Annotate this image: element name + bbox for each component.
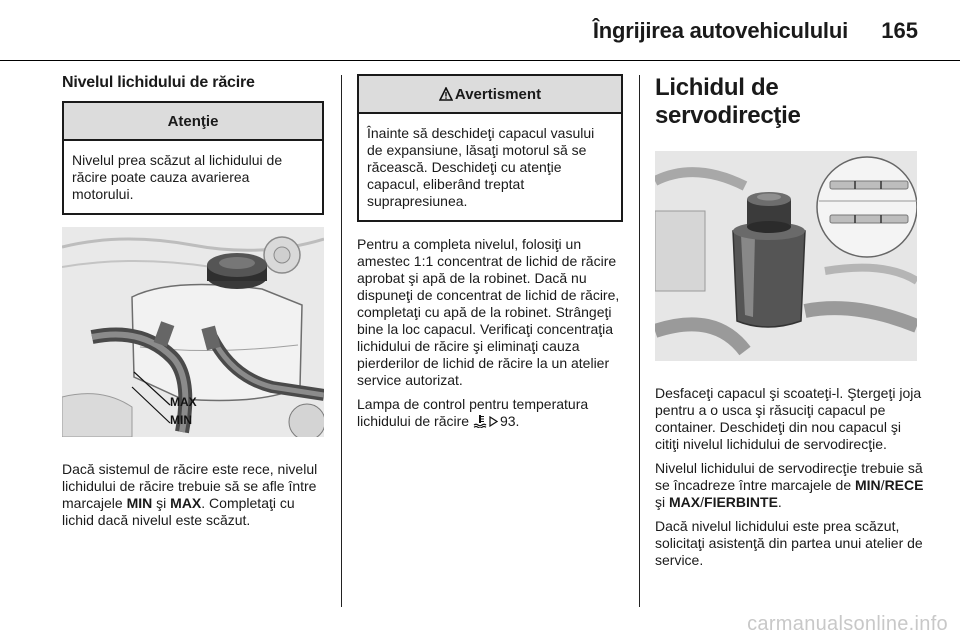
min-mark: MIN (126, 495, 153, 511)
section-title-coolant: Nivelul lichidului de răcire (62, 74, 255, 91)
mark-fierbinte: FIERBINTE (704, 494, 778, 510)
coolant-level-paragraph: Dacă sistemul de răcire este rece, nivelul lichidului de răcire trebuie să se afle între marcajele MIN şi MAX. Completaţi cu lichid dacă nivelul este scăzut. (62, 461, 318, 528)
column-3 (655, 74, 925, 576)
page-number: 165 (881, 18, 918, 43)
caution-title: Atenţie (64, 103, 322, 141)
max-mark: MAX (170, 495, 202, 511)
header-title: Îngrijirea autovehiculului (592, 18, 848, 43)
coolant-reservoir-illustration (62, 227, 324, 437)
page-reference-icon (489, 416, 498, 427)
column-2 (357, 74, 623, 437)
warning-title-row (359, 76, 621, 114)
power-steering-paragraph-3: Dacă nivelul lichidului este prea scăzut, solicitaţi asistenţă din partea unui atelier de service. (655, 518, 923, 568)
caution-text: Nivelul prea scăzut al lichidului de răcire poate cauza avarierea motorului. (72, 152, 283, 202)
reference-page: 93. (499, 413, 520, 429)
power-steering-paragraph-2: Nivelul lichidului de servodirecţie trebuie să se încadreze între marcajele de MIN/RECE şi MAX/FIERBINTE. (655, 460, 924, 510)
column-divider-1 (341, 75, 342, 607)
section-title-power-steering: Lichidul de servodirecţie (655, 74, 801, 129)
coolant-temperature-icon (473, 414, 487, 428)
mark-min: MIN (855, 477, 881, 493)
warning-text: Înainte să deschideţi capacul vasului de expansiune, lăsaţi motorul să se răcească. Deschideţi cu atenţie capacul, eliberând treptat suprapresiunea. (367, 125, 595, 209)
column-divider-2 (639, 75, 640, 607)
warning-triangle-icon (439, 87, 453, 101)
page-header (0, 0, 960, 62)
power-steering-paragraph-1: Desfaceţi capacul şi scoateţi-l. Ştergeţi joja pentru a o usca şi răsuciţi capacul pe container. Deschideţi din nou capacul şi citiţi nivelul lichidului de servodirecţie. (655, 385, 922, 452)
mark-rece: RECE (884, 477, 924, 493)
caution-box (62, 101, 324, 215)
power-steering-reservoir-illustration (655, 151, 917, 361)
mark-max: MAX (669, 494, 701, 510)
column-1 (62, 74, 324, 536)
max-label: MAX (170, 395, 197, 409)
min-label: MIN (170, 413, 192, 427)
watermark: carmanualsonline.info (747, 613, 948, 635)
temperature-lamp-paragraph: Lampa de control pentru temperatura lichidului de răcire 93. (357, 396, 589, 429)
warning-title: Avertisment (454, 86, 542, 103)
refill-paragraph: Pentru a completa nivelul, folosiţi un amestec 1:1 concentrat de lichid de răcire aprobat şi apă de la robinet. Dacă nu dispuneţi de concentrat de lichid de răcire, completaţi cu apă de la robinet. Strângeţi bine la loc capacul. Verificaţi concentraţia lichidului de răcire şi eliminaţi cauza pierderilor de lichid de răcire la un atelier service autorizat. (357, 236, 620, 388)
header-rule (0, 60, 960, 61)
warning-box (357, 74, 623, 222)
